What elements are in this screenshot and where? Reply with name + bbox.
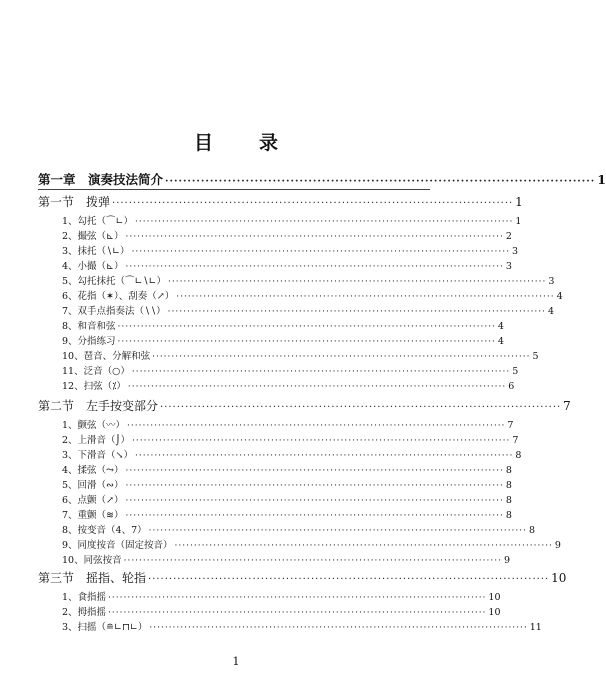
title-char-right: 录 bbox=[259, 132, 279, 154]
dot-leader: ································································································ bbox=[165, 176, 596, 187]
toc-item[interactable]: 3、扫摇（≘∟⊓∟） ·································································································· 11 bbox=[62, 622, 542, 633]
chapter-page: 1 bbox=[597, 172, 606, 187]
dot-leader: ·································································································· bbox=[168, 277, 547, 287]
dot-leader: ·································································································· bbox=[148, 526, 528, 536]
dot-leader: ·································································································· bbox=[135, 217, 514, 227]
toc-item[interactable]: 10、琶音、分解和弦 ·································································································· 5 bbox=[62, 351, 539, 362]
section-label: 第二节 左手按变部分 bbox=[38, 399, 159, 413]
chapter-label: 第一章 演奏技法简介 bbox=[38, 172, 164, 187]
toc-item[interactable]: 4、揉弦（⤳） ·································································································· 8 bbox=[62, 465, 512, 476]
toc-section-1[interactable] bbox=[38, 193, 523, 210]
dot-leader: ·································································································· bbox=[135, 451, 514, 461]
toc-item[interactable]: 9、分指练习 ·································································································· 4 bbox=[62, 336, 504, 347]
title-char-left: 目 bbox=[193, 132, 213, 154]
toc-item[interactable]: 5、回滑（∾） ·································································································· 8 bbox=[62, 480, 512, 491]
divider-rule bbox=[38, 189, 430, 190]
page-number: 1 bbox=[232, 655, 240, 668]
dot-leader: ·································································································· bbox=[125, 466, 504, 476]
toc-item[interactable]: 8、和音和弦 ·································································································· 4 bbox=[62, 321, 504, 332]
toc-item[interactable]: 6、点颤（↗） ·································································································· 8 bbox=[62, 495, 512, 506]
dot-leader: ·································································································· bbox=[125, 262, 504, 272]
toc-item[interactable]: 6、花指（✶）、刮奏（↗） ·································································································· 4 bbox=[62, 291, 563, 302]
toc-section-3[interactable] bbox=[38, 569, 567, 586]
dot-leader: ·································································································· bbox=[167, 307, 547, 317]
dot-leader: ·································································································· bbox=[152, 352, 531, 362]
dot-leader: ·································································································· bbox=[125, 496, 504, 506]
dot-leader: ·································································································· bbox=[108, 608, 487, 618]
dot-leader: ·································································································· bbox=[117, 322, 496, 332]
toc-item[interactable]: 8、按变音（4、7） ·································································································· 8 bbox=[62, 525, 536, 536]
dot-leader: ·································································································· bbox=[125, 481, 504, 491]
dot-leader: ·································································································· bbox=[127, 421, 506, 431]
section-page: 1 bbox=[515, 195, 523, 209]
dot-leader: ·································································································· bbox=[108, 593, 487, 603]
toc-item[interactable]: 4、小撮（⊾） ·································································································· 3 bbox=[62, 261, 512, 272]
toc-item[interactable]: 7、重颤（≋） ·································································································· 8 bbox=[62, 510, 512, 521]
toc-item[interactable]: 2、拇指摇 ·································································································· 10 bbox=[62, 607, 501, 618]
dot-leader: ·································································································· bbox=[127, 382, 507, 392]
toc-item[interactable]: 5、勾托抹托（⌒∟∖∟） ·································································································· 3 bbox=[62, 276, 555, 287]
dot-leader: ································································································ bbox=[148, 574, 550, 585]
toc-section-2[interactable] bbox=[38, 397, 571, 414]
dot-leader: ·································································································· bbox=[149, 623, 528, 633]
dot-leader: ·································································································· bbox=[125, 511, 504, 521]
toc-item[interactable]: 2、撮弦（⊾） ·································································································· 2 bbox=[62, 231, 512, 242]
toc-chapter-1[interactable] bbox=[38, 170, 606, 188]
dot-leader: ·································································································· bbox=[176, 292, 555, 302]
toc-item[interactable]: 3、下滑音（↘） ·································································································· 8 bbox=[62, 450, 522, 461]
toc-item[interactable]: 11、泛音（○） ·································································································· 5 bbox=[62, 366, 519, 377]
dot-leader: ·································································································· bbox=[131, 247, 510, 257]
toc-item[interactable]: 2、上滑音（⌡） ·································································································· 7 bbox=[62, 435, 519, 446]
dot-leader: ································································································ bbox=[160, 402, 562, 413]
dot-leader: ·································································································· bbox=[125, 232, 504, 242]
toc-item[interactable]: 10、同弦按音 ·································································································· 9 bbox=[62, 555, 511, 566]
toc-item[interactable]: 1、颤弦（〰） ·································································································· 7 bbox=[62, 420, 514, 431]
dot-leader: ·································································································· bbox=[174, 541, 553, 551]
dot-leader: ·································································································· bbox=[131, 367, 511, 377]
dot-leader: ·································································································· bbox=[132, 436, 511, 446]
page-title bbox=[0, 128, 472, 155]
toc-item[interactable]: 1、勾托（⌒∟） ·································································································· 1 bbox=[62, 216, 522, 227]
section-page: 7 bbox=[563, 399, 571, 413]
toc-item[interactable]: 3、抹托（∖∟） ·································································································· 3 bbox=[62, 246, 518, 257]
dot-leader: ································································································ bbox=[112, 198, 514, 209]
toc-item[interactable]: 9、同度按音（固定按音） ·································································································· 9 bbox=[62, 540, 561, 551]
toc-item[interactable]: 1、食指摇 ·································································································· 10 bbox=[62, 592, 501, 603]
section-label: 第一节 拨弹 bbox=[38, 195, 111, 209]
toc-item[interactable]: 12、扫弦（⁒） ·································································································· 6 bbox=[62, 381, 515, 392]
section-label: 第三节 摇指、轮指 bbox=[38, 571, 147, 585]
section-page: 10 bbox=[551, 571, 567, 585]
dot-leader: ·································································································· bbox=[117, 337, 496, 347]
dot-leader: ·································································································· bbox=[123, 556, 502, 566]
toc-item[interactable]: 7、双手点指奏法（∖∖） ·································································································· 4 bbox=[62, 306, 555, 317]
